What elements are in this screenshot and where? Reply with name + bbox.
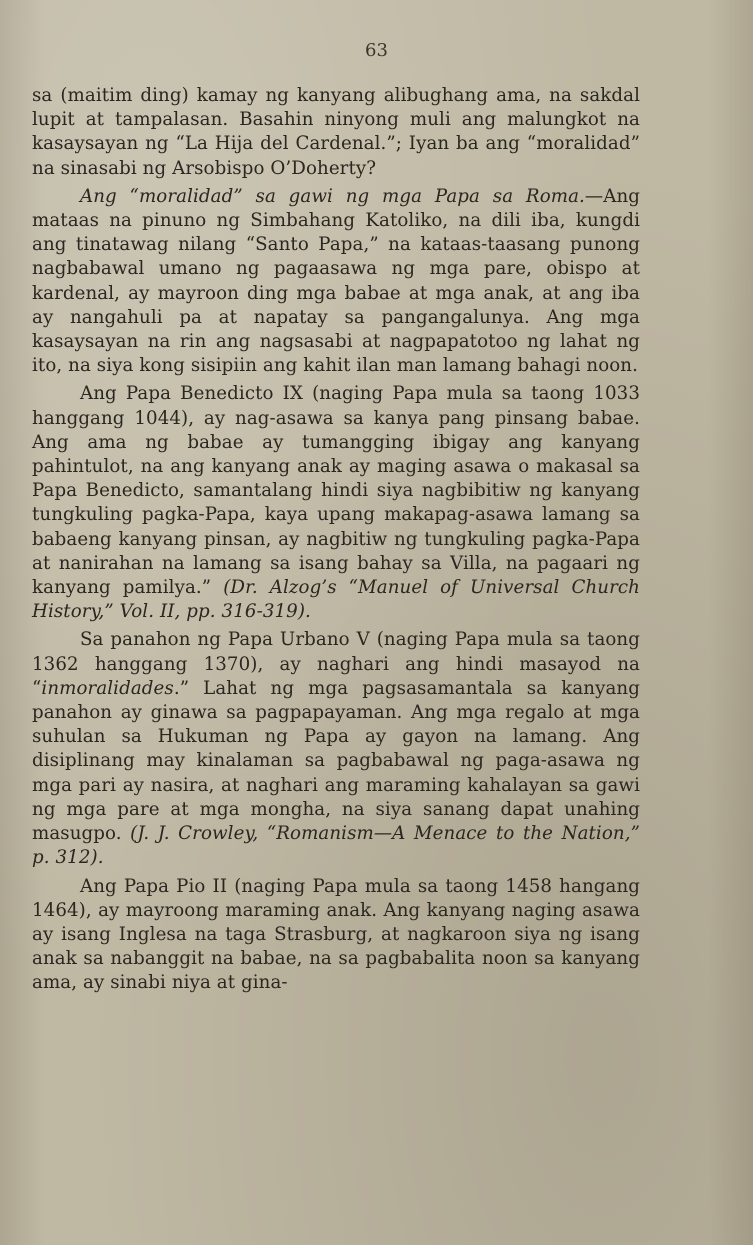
paragraph-1-text: sa (maitim ding) kamay ng kanyang alibughang ama, na sakdal lupit at tampalasan. Basahin ninyong muli ang malungkot na kasaysayan ng “La Hija del Cardenal.”; Iyan ba ang “moralidad” na sinasabi ng Arsobispo O’Doherty?: [32, 85, 640, 179]
paragraph-4-term: inmoralidades: [41, 677, 174, 699]
paragraph-3: [32, 382, 640, 624]
paragraph-3-text: Ang Papa Benedicto IX (naging Papa mula sa taong 1033 hanggang 1044), ay nag-asawa sa kanya pang pinsang babae. Ang ama ng babae ay tumangging ibigay ang kanyang pahintulot, na ang kanyang anak ay maging asawa o makasal sa Papa Benedicto, samantalang hindi siya nagbibitiw ng kanyang tungkuling pagka-Papa, kaya upang makapag-asawa lamang sa babaeng kanyang pinsan, ay nagbitiw ng tungkuling pagka-Papa at nanirahan na lamang sa isang bahay sa Villa, na pagaari ng kanyang pamilya.”: [32, 383, 640, 599]
paragraph-4-text-a: Sa panahon ng Papa Urbano V (naging Papa mula sa taong 1362 hanggang 1370), ay naghari ang hindi masayod na “: [32, 629, 640, 699]
paragraph-4-citation: (J. J. Crowley, “Romanism—A Menace to the Nation,” p. 312).: [32, 823, 640, 869]
paragraph-2-heading: Ang “moralidad” sa gawi ng mga Papa sa Roma.: [80, 185, 585, 207]
paragraph-5: [32, 875, 640, 996]
paragraph-4: [32, 628, 640, 870]
paragraph-3-citation: (Dr. Alzog’s “Manuel of Universal Church History,” Vol. II, pp. 316-319).: [32, 577, 640, 623]
paragraph-2-text: —Ang mataas na pinuno ng Simbahang Katoliko, na dili iba, kungdi ang tinatawag nilang “Santo Papa,” na kataas-taasang punong nagbabawal umano ng pagaasawa ng mga pare, obispo at kardenal, ay mayroon ding mga babae at mga anak, at ang iba ay nangahuli pa at napatay sa pangangalunya. Ang mga kasaysayan na rin ang nagsasabi at nagpapatotoo ng lahat ng ito, na siya kong sisipiin ang kahit ilan man lamang bahagi noon.: [32, 185, 640, 377]
paragraph-2: [32, 185, 640, 379]
paragraph-5-text: Ang Papa Pio II (naging Papa mula sa taong 1458 hangang 1464), ay mayroong maraming anak. Ang kanyang naging asawa ay isang Inglesa na taga Strasburg, at nagkaroon siya ng isang anak sa nabanggit na babae, na sa pagbabalita noon sa kanyang ama, ay sinabi niya at gina-: [32, 875, 640, 994]
paragraph-4-text-b: .” Lahat ng mga pagsasamantala sa kanyang panahon ay ginawa sa pagpapayaman. Ang mga regalo at mga suhulan sa Hukuman ng Papa ay gayon na lamang. Ang disiplinang may kinalaman sa pagbabawal ng paga-asawa ng mga pari ay nasira, at naghari ang maraming kahalayan sa gawi ng mga pare at mga mongha, na siya sanang dapat unahing masugpo.: [32, 677, 640, 845]
body-text: [32, 84, 640, 1000]
page-number: 63: [365, 40, 388, 61]
paragraph-1: [32, 84, 640, 181]
